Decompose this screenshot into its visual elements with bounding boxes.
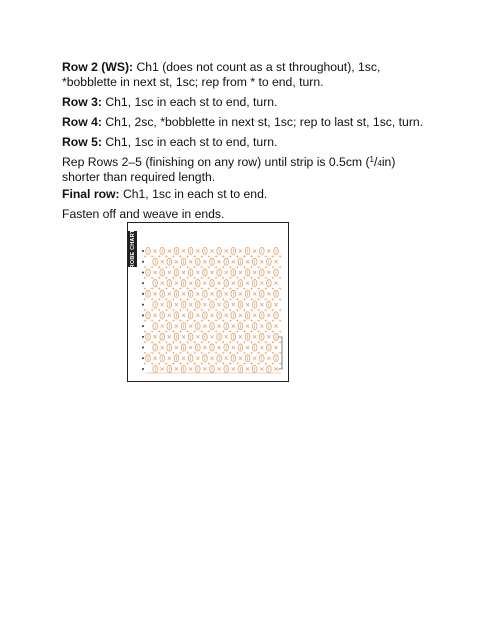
final-row-label: Final row: — [62, 187, 120, 201]
chain-mark — [142, 325, 144, 327]
fraction-slash: / — [373, 155, 378, 169]
row-4-label: Row 4: — [62, 115, 102, 129]
row-2-label: Row 2 (WS): — [62, 60, 134, 74]
chart-symbols — [128, 223, 290, 383]
chain-mark — [142, 368, 144, 370]
chain-mark — [142, 261, 144, 263]
repeat-text-b: in) shorter than required length. — [62, 155, 396, 184]
pattern-instructions — [62, 60, 434, 227]
chain-mark — [142, 336, 144, 338]
chain-mark — [142, 357, 144, 359]
chain-mark — [142, 293, 144, 295]
row-4-instruction — [62, 115, 434, 130]
row-3-instruction — [62, 95, 434, 110]
row-3-text: Ch1, 1sc in each st to end, turn. — [101, 95, 278, 109]
row-3-label: Row 3: — [62, 95, 102, 109]
chain-mark — [142, 282, 144, 284]
row-5-label: Row 5: — [62, 135, 102, 149]
chain-mark — [142, 314, 144, 316]
repeat-text-a: Rep Rows 2–5 (finishing on any row) until strip is 0.5cm ( — [62, 155, 370, 169]
final-row-text: Ch1, 1sc in each st to end. — [119, 187, 268, 201]
chain-mark — [142, 271, 144, 273]
row-2-instruction — [62, 60, 434, 90]
final-row-instruction — [62, 187, 434, 202]
chart-tab-label: ROBE CHART — [129, 229, 136, 269]
chain-mark — [142, 304, 144, 306]
row-5-text: Ch1, 1sc in each st to end, turn. — [101, 135, 278, 149]
chain-mark — [142, 347, 144, 349]
fraction-numerator: 1 — [369, 155, 374, 164]
chain-mark — [142, 250, 144, 252]
row-2-text: Ch1 (does not count as a st throughout), 1sc, *bobblette in next st, 1sc; rep from * to end, turn. — [62, 60, 381, 89]
row-5-instruction — [62, 135, 434, 150]
fraction-denominator: 4 — [377, 159, 382, 168]
fasten-off-instruction: Fasten off and weave in ends. — [62, 207, 225, 221]
repeat-instruction — [62, 155, 434, 185]
crochet-chart — [127, 222, 289, 382]
row-4-text: Ch1, 2sc, *bobblette in next st, 1sc; rep to last st, 1sc, turn. — [101, 115, 424, 129]
